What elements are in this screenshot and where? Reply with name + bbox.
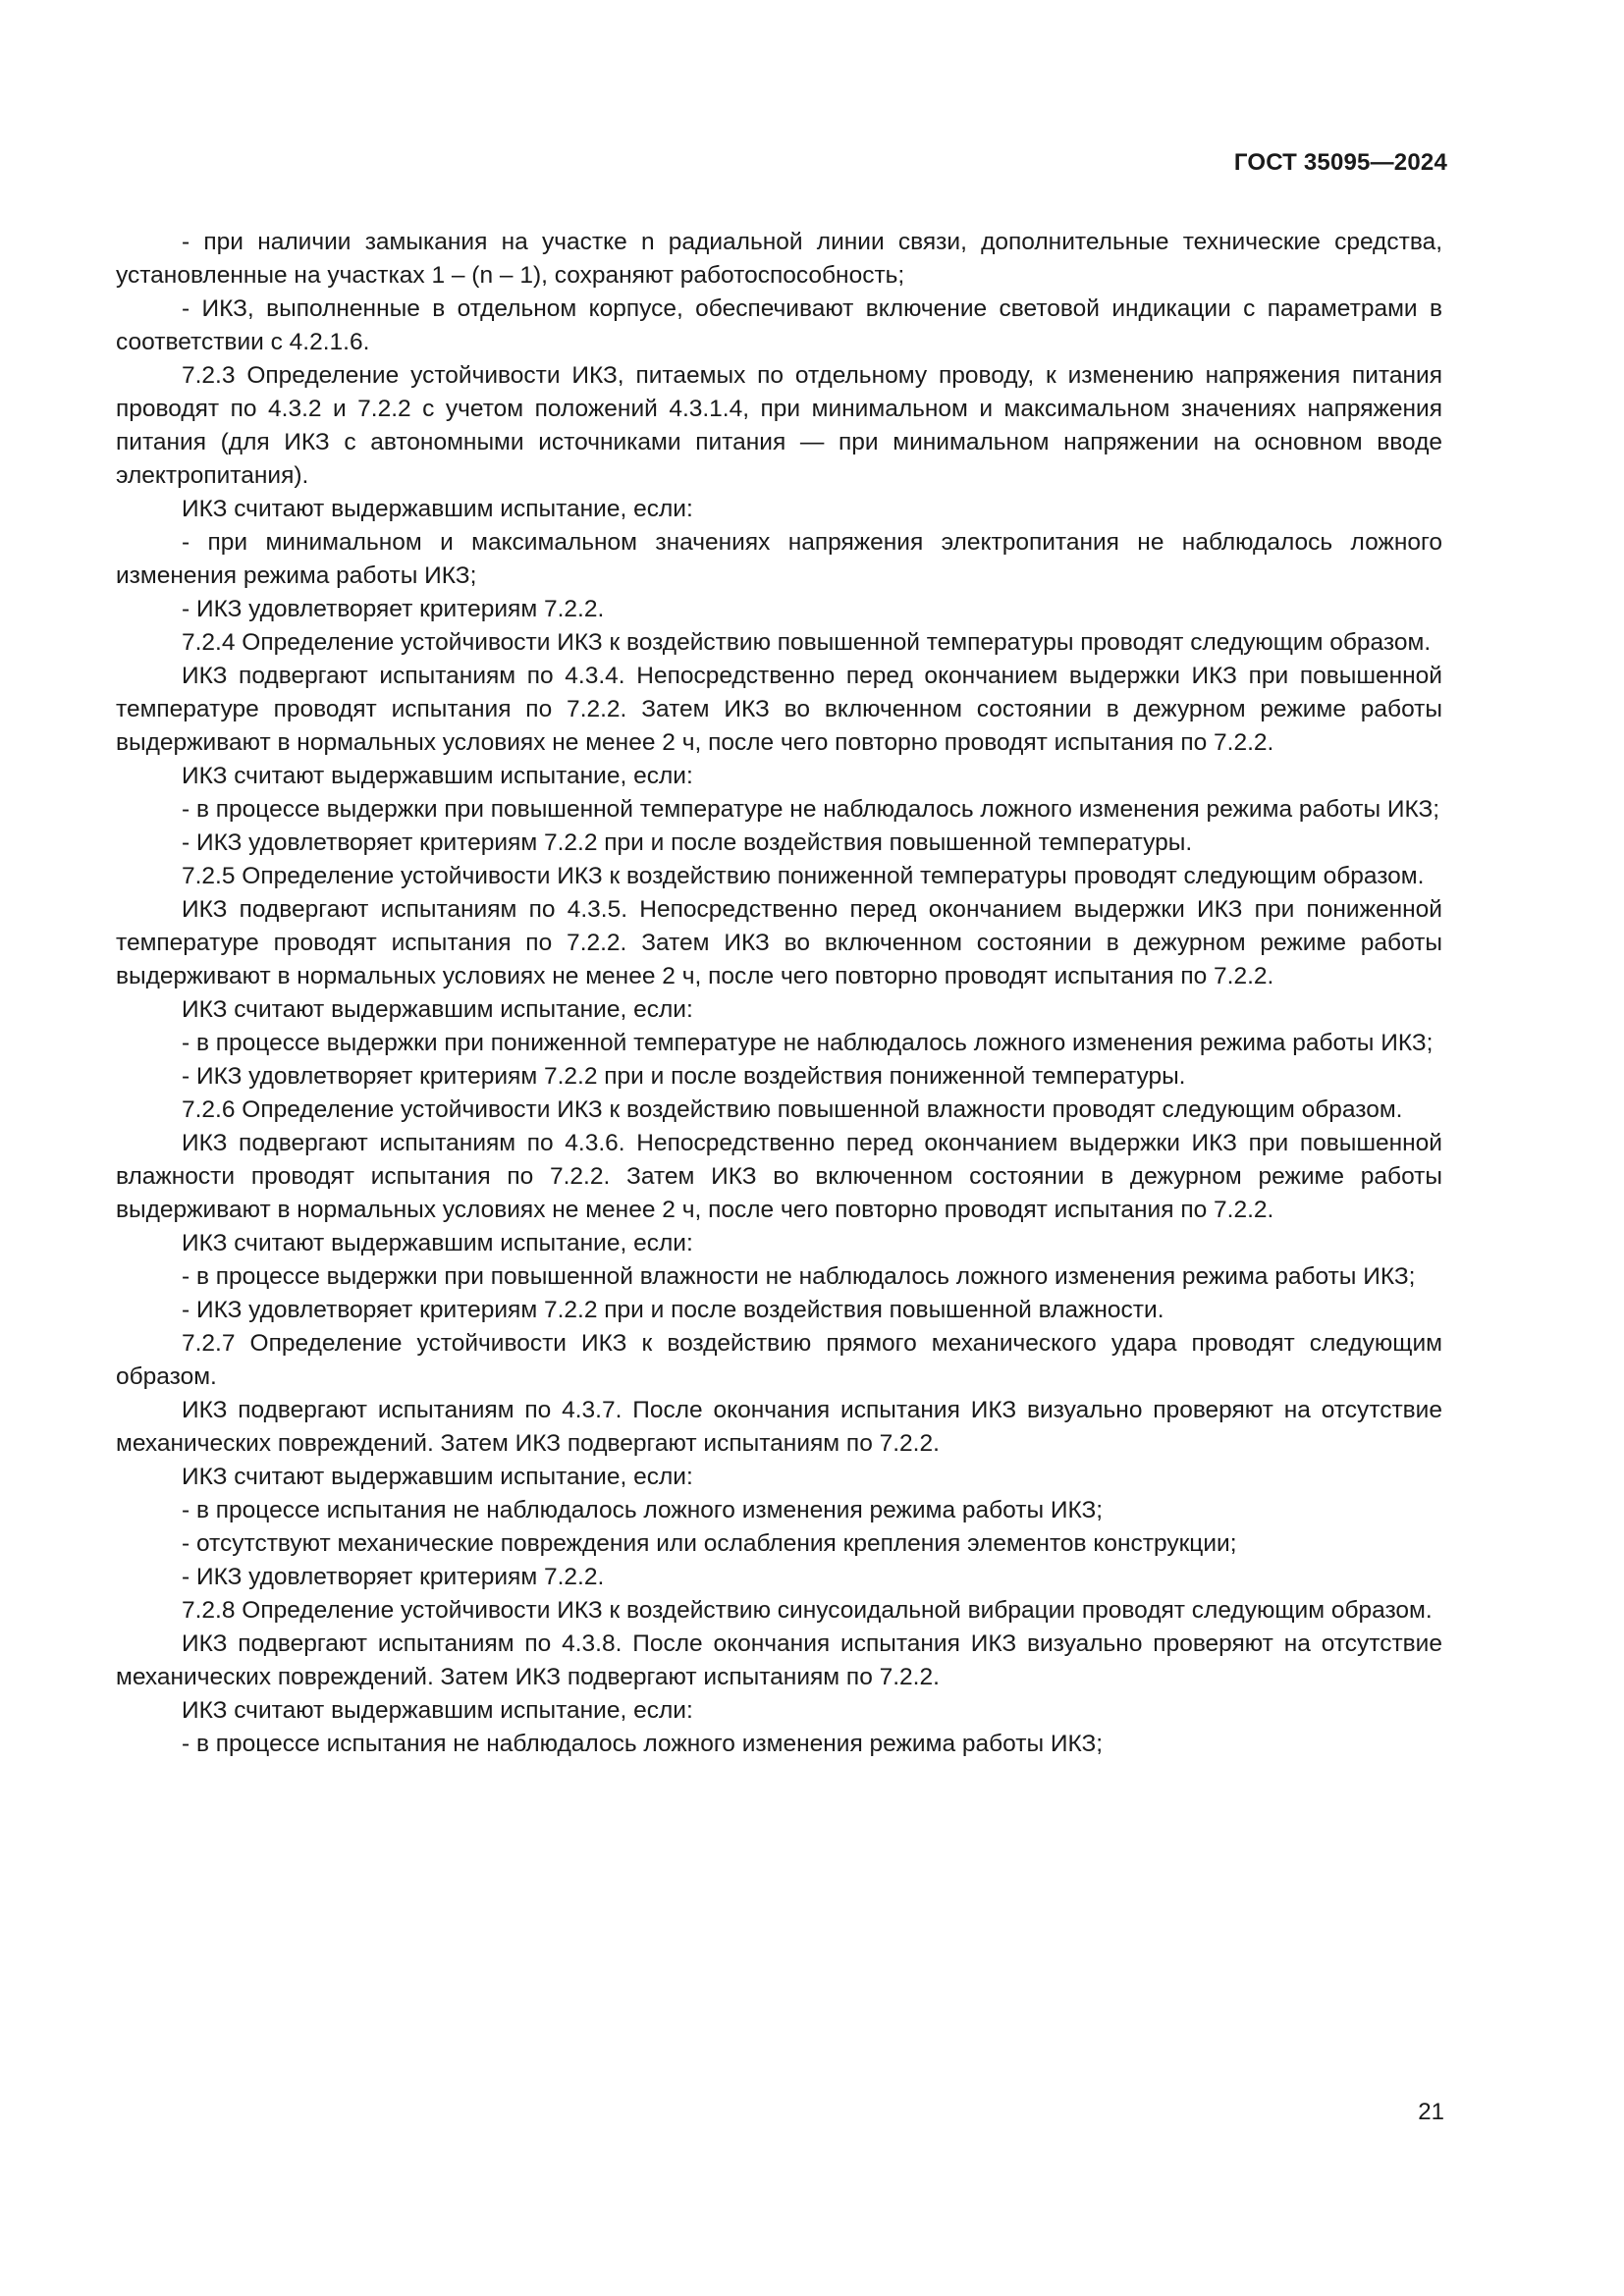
paragraph: ИКЗ считают выдержавшим испытание, если: (182, 1697, 693, 1724)
paragraph: 7.2.7 Определение устойчивости ИКЗ к воздействию прямого механического удара проводят следующим образом. (116, 1330, 1442, 1390)
paragraph: 7.2.4 Определение устойчивости ИКЗ к воздействию повышенной температуры проводят следующим образом. (182, 629, 1432, 656)
paragraph: ИКЗ считают выдержавшим испытание, если: (182, 1230, 693, 1256)
paragraph: ИКЗ подвергают испытаниям по 4.3.4. Непосредственно перед окончанием выдержки ИКЗ при повышенной температуре проводят испытания по 7.2.2. Затем ИКЗ во включенном состоянии в дежурном режиме работы выдерживают в нормальных условиях не менее 2 ч, после чего повторно проводят испытания по 7.2.2. (116, 663, 1442, 756)
paragraph: ИКЗ считают выдержавшим испытание, если: (182, 1464, 693, 1490)
paragraph: - ИКЗ удовлетворяет критериям 7.2.2 при и после воздействия пониженной температуры. (182, 1063, 1186, 1090)
page-number: 21 (1418, 2099, 1444, 2125)
document-body (116, 226, 1442, 1761)
paragraph: 7.2.3 Определение устойчивости ИКЗ, питаемых по отдельному проводу, к изменению напряжения питания проводят по 4.3.2 и 7.2.2 с учетом положений 4.3.1.4, при минимальном и максимальном значениях напряжения питания (для ИКЗ с автономными источниками питания — при минимальном напряжении на основном вводе электропитания). (116, 362, 1442, 489)
paragraph: - отсутствуют механические повреждения или ослабления крепления элементов конструкции; (182, 1530, 1237, 1557)
paragraph: - ИКЗ удовлетворяет критериям 7.2.2. (182, 1564, 605, 1590)
paragraph: - при наличии замыкания на участке n радиальной линии связи, дополнительные технические средства, установленные на участках 1 – (n – 1), сохраняют работоспособность; (116, 229, 1442, 289)
paragraph: - ИКЗ удовлетворяет критериям 7.2.2 при и после воздействия повышенной температуры. (182, 829, 1193, 856)
paragraph: ИКЗ считают выдержавшим испытание, если: (182, 996, 693, 1023)
paragraph: 7.2.8 Определение устойчивости ИКЗ к воздействию синусоидальной вибрации проводят следующим образом. (182, 1597, 1433, 1624)
paragraph: 7.2.6 Определение устойчивости ИКЗ к воздействию повышенной влажности проводят следующим образом. (182, 1096, 1403, 1123)
paragraph: - при минимальном и максимальном значениях напряжения электропитания не наблюдалось ложного изменения режима работы ИКЗ; (116, 529, 1442, 589)
paragraph: ИКЗ подвергают испытаниям по 4.3.8. После окончания испытания ИКЗ визуально проверяют на отсутствие механических повреждений. Затем ИКЗ подвергают испытаниям по 7.2.2. (116, 1630, 1442, 1690)
paragraph: - в процессе испытания не наблюдалось ложного изменения режима работы ИКЗ; (182, 1731, 1104, 1757)
paragraph: - в процессе выдержки при повышенной температуре не наблюдалось ложного изменения режима работы ИКЗ; (182, 796, 1440, 823)
paragraph: - ИКЗ удовлетворяет критериям 7.2.2. (182, 596, 605, 622)
paragraph: 7.2.5 Определение устойчивости ИКЗ к воздействию пониженной температуры проводят следующим образом. (182, 863, 1425, 889)
document-code-header: ГОСТ 35095—2024 (1233, 149, 1447, 176)
paragraph: ИКЗ считают выдержавшим испытание, если: (182, 763, 693, 789)
paragraph: ИКЗ подвергают испытаниям по 4.3.6. Непосредственно перед окончанием выдержки ИКЗ при повышенной влажности проводят испытания по 7.2.2. Затем ИКЗ во включенном состоянии в дежурном режиме работы выдерживают в нормальных условиях не менее 2 ч, после чего повторно проводят испытания по 7.2.2. (116, 1130, 1442, 1223)
paragraph: - в процессе выдержки при повышенной влажности не наблюдалось ложного изменения режима работы ИКЗ; (182, 1263, 1416, 1290)
paragraph: ИКЗ подвергают испытаниям по 4.3.7. После окончания испытания ИКЗ визуально проверяют на отсутствие механических повреждений. Затем ИКЗ подвергают испытаниям по 7.2.2. (116, 1397, 1442, 1457)
paragraph: - в процессе испытания не наблюдалось ложного изменения режима работы ИКЗ; (182, 1497, 1104, 1523)
paragraph: ИКЗ считают выдержавшим испытание, если: (182, 496, 693, 522)
paragraph: - в процессе выдержки при пониженной температуре не наблюдалось ложного изменения режима работы ИКЗ; (182, 1030, 1434, 1056)
paragraph: - ИКЗ удовлетворяет критериям 7.2.2 при и после воздействия повышенной влажности. (182, 1297, 1164, 1323)
paragraph: - ИКЗ, выполненные в отдельном корпусе, обеспечивают включение световой индикации с параметрами в соответствии с 4.2.1.6. (116, 295, 1442, 355)
paragraph: ИКЗ подвергают испытаниям по 4.3.5. Непосредственно перед окончанием выдержки ИКЗ при пониженной температуре проводят испытания по 7.2.2. Затем ИКЗ во включенном состоянии в дежурном режиме работы выдерживают в нормальных условиях не менее 2 ч, после чего повторно проводят испытания по 7.2.2. (116, 896, 1442, 989)
